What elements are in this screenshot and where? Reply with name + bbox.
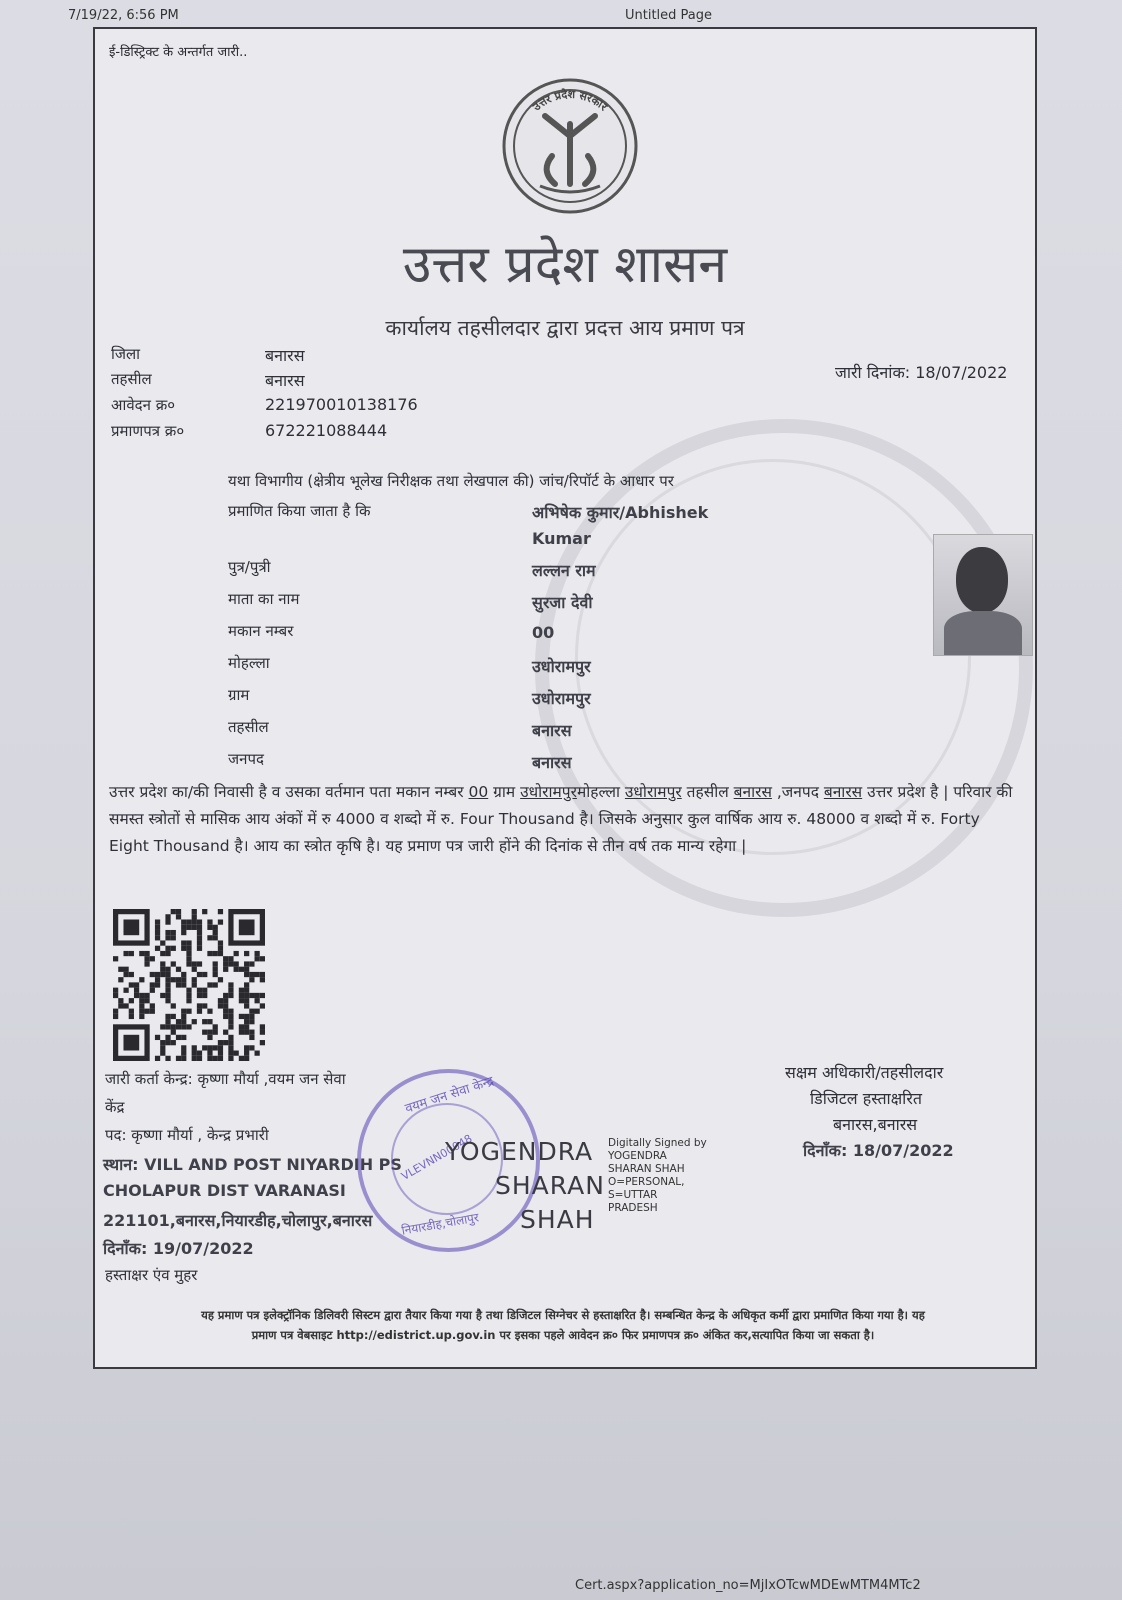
issuer-date: दिनाँक: 19/07/2022	[103, 1239, 254, 1258]
signer-name: YOGENDRA	[445, 1137, 594, 1166]
top-note: ई-डिस्ट्रिक्ट के अन्तर्गत जारी..	[109, 45, 248, 60]
issuer-place: 221101,बनारस,नियारडीह,चोलापुर,बनारस	[103, 1211, 373, 1230]
meta-value: बनारस	[265, 346, 305, 365]
holder-photo	[933, 534, 1033, 656]
application-number: 221970010138176	[265, 395, 418, 414]
certificate-title: उत्तर प्रदेश शासन	[402, 235, 728, 295]
intro-line: प्रमाणित किया जाता है कि	[228, 502, 371, 520]
detail-label: जनपद	[228, 750, 264, 768]
issuer-sign-label: हस्ताक्षर एंव मुहर	[105, 1266, 198, 1284]
svg-text:उत्तर प्रदेश सरकार: उत्तर प्रदेश सरकार	[530, 87, 610, 114]
detail-label: मकान नम्बर	[228, 622, 294, 640]
detail-value: बनारस	[532, 753, 572, 772]
detail-label: पुत्र/पुत्री	[228, 558, 271, 576]
holder-name: अभिषेक कुमार/Abhishek	[532, 503, 709, 522]
detail-label: माता का नाम	[228, 590, 300, 608]
print-url: Cert.aspx?application_no=MjIxOTcwMDEwMTM4MTc2	[575, 1578, 921, 1593]
certificate-body: उत्तर प्रदेश का/की निवासी है व उसका वर्तमान पता मकान नम्बर 00 ग्राम उधोरामपुरमोहल्ला उधोरामपुर तहसील बनारस ,जनपद बनारस उत्तर प्रदेश है | परिवार की समस्त स्त्रोतों से मासिक आय अंकों में रु 4000 व शब्दो में रु. Four Thousand है। जिसके अनुसार कुल वार्षिक आय रु. 48000 व शब्दो में रु. Forty Eight Thousand है। आय का स्त्रोत कृषि है। यह प्रमाण पत्र जारी होंने की दिनांक से तीन वर्ष तक मान्य रहेगा |	[109, 783, 1013, 855]
certificate	[93, 27, 1037, 1369]
issuer-center: जारी कर्ता केन्द्र: कृष्णा मौर्या ,वयम जन सेवा	[105, 1070, 346, 1088]
issuer-center-cont: केंद्र	[105, 1098, 125, 1116]
up-govt-emblem-icon	[500, 76, 640, 216]
detail-value: उधोरामपुर	[532, 689, 591, 708]
detail-value: लल्लन राम	[532, 561, 596, 580]
meta-label: प्रमाणपत्र क्र०	[111, 422, 185, 440]
issuer-place: स्थान: VILL AND POST NIYARDIH PS	[103, 1155, 402, 1174]
issue-date: जारी दिनांक: 18/07/2022	[835, 363, 1008, 382]
detail-label: तहसील	[228, 718, 269, 736]
detail-value: सुरजा देवी	[532, 593, 593, 612]
print-timestamp: 7/19/22, 6:56 PM	[68, 8, 179, 23]
authority-date: दिनाँक: 18/07/2022	[803, 1141, 954, 1160]
digital-signature-info: Digitally Signed by YOGENDRA SHARAN SHAH O=PERSONAL, S=UTTAR PRADESH	[608, 1137, 707, 1214]
holder-name-cont: Kumar	[532, 529, 591, 548]
signer-name: SHARAN	[495, 1171, 605, 1200]
authority-title: सक्षम अधिकारी/तहसीलदार	[785, 1063, 944, 1082]
qr-code	[113, 909, 265, 1061]
meta-label: तहसील	[111, 370, 152, 388]
issuer-post: पद: कृष्णा मौर्या , केन्द्र प्रभारी	[105, 1126, 269, 1144]
center-seal: वयम जन सेवा केन्द्र VLEVNN00048 नियारडीह,चोलापुर	[357, 1069, 540, 1252]
meta-label: जिला	[111, 345, 141, 363]
detail-label: मोहल्ला	[228, 654, 270, 672]
detail-value: 00	[532, 623, 555, 642]
detail-value: बनारस	[532, 721, 572, 740]
signer-name: SHAH	[520, 1205, 595, 1234]
authority-place: बनारस,बनारस	[833, 1115, 918, 1134]
detail-label: ग्राम	[228, 686, 250, 704]
certificate-number: 672221088444	[265, 421, 388, 440]
meta-label: आवेदन क्र०	[111, 396, 176, 414]
issuer-place: CHOLAPUR DIST VARANASI	[103, 1181, 346, 1200]
certificate-subtitle: कार्यालय तहसीलदार द्वारा प्रदत्त आय प्रमाण पत्र	[385, 316, 745, 340]
detail-value: उधोरामपुर	[532, 657, 591, 676]
footer-note: यह प्रमाण पत्र इलेक्ट्रॉनिक डिलिवरी सिस्टम द्वारा तैयार किया गया है तथा डिजिटल सिग्नेचर से हस्ताक्षरित है। सम्बन्धित केन्द्र के अधिकृत कर्मी द्वारा प्रमाणित किया गया है। यह प्रमाण पत्र वेबसाइट http://edistrict.up.gov.in पर इसका पहले आवेदन क्र० फिर प्रमाणपत्र क्र० अंकित कर,सत्यापित किया जा सकता है।	[201, 1308, 925, 1342]
meta-value: बनारस	[265, 371, 305, 390]
print-page-title: Untitled Page	[625, 8, 713, 23]
intro-line: यथा विभागीय (क्षेत्रीय भूलेख निरीक्षक तथा लेखपाल की) जांच/रिपॉर्ट के आधार पर	[228, 472, 674, 490]
authority-sign: डिजिटल हस्ताक्षरित	[810, 1089, 922, 1108]
